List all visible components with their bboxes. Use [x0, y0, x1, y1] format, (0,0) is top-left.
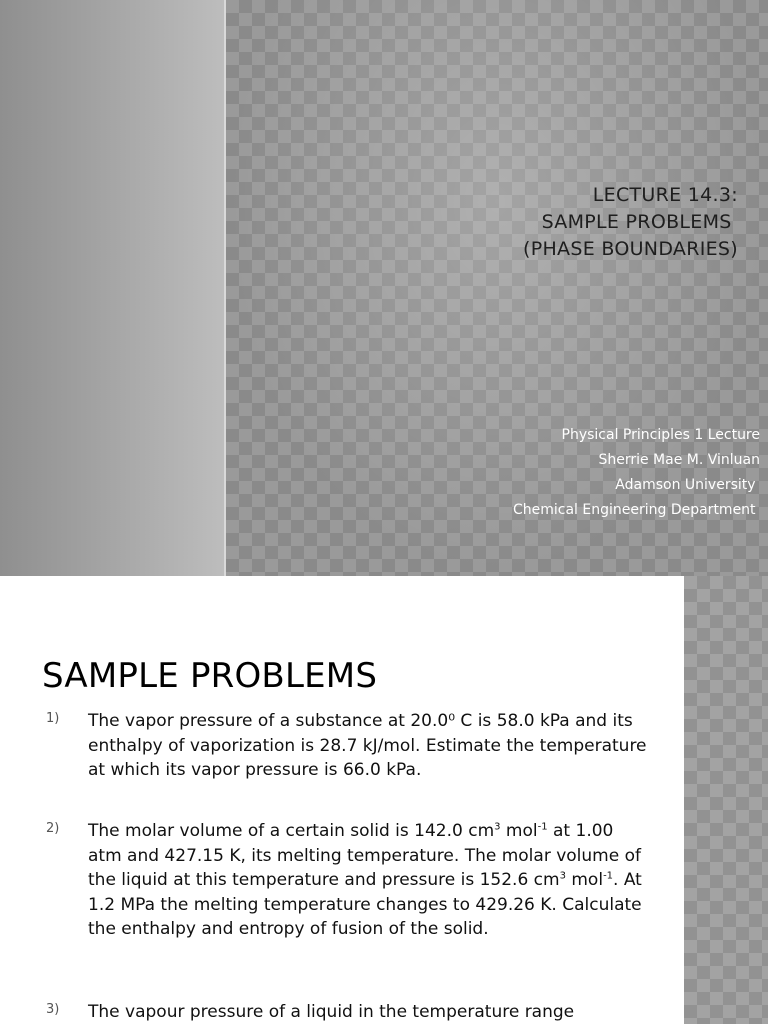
lecture-title	[318, 182, 738, 263]
patterned-panel	[226, 0, 768, 576]
text-run: . At 1.2 MPa the melting temperature changes to 429.26 K. Calculate the enthalpy and entropy of fusion of the solid.	[88, 870, 642, 939]
superscript: 3	[494, 821, 501, 833]
left-gradient-panel	[0, 0, 224, 576]
department-name: Chemical Engineering Department	[512, 502, 760, 518]
problem-text: The vapour pressure of a liquid in the temperature range	[88, 1002, 575, 1022]
text-run: mol	[565, 870, 604, 890]
text-run: The molar volume of a certain solid is 142.0 cm	[88, 821, 495, 841]
patterned-side-band	[684, 576, 768, 1024]
text-run: at 1.00 atm and 427.15 K, its melting temperature. The molar volume of the liquid at this temperature and pressure is 152.6 cm	[88, 821, 641, 890]
sample-problems-slide	[0, 576, 768, 1024]
title-line: (PHASE BOUNDARIES)	[522, 238, 738, 260]
text-run: mol	[500, 821, 538, 841]
superscript: -1	[537, 821, 548, 833]
problem-text	[88, 819, 648, 942]
lecture-subtitle	[340, 423, 760, 523]
problem-number: 3)	[46, 1002, 60, 1017]
title-line: SAMPLE PROBLEMS	[541, 211, 738, 233]
university-name: Adamson University	[615, 477, 760, 493]
superscript: -1	[603, 870, 614, 882]
problem-number: 2)	[46, 821, 60, 836]
superscript: 3	[559, 870, 566, 882]
slide-heading: SAMPLE PROBLEMS	[42, 656, 378, 696]
course-name: Physical Principles 1 Lecture	[561, 427, 760, 443]
problem-number: 1)	[46, 711, 60, 726]
title-line: LECTURE 14.3:	[592, 184, 738, 206]
author-name: Sherrie Mae M. Vinluan	[598, 452, 760, 468]
problem-text: The vapor pressure of a substance at 20.0⁰ C is 58.0 kPa and its enthalpy of vaporization is 28.7 kJ/mol. Estimate the temperature at which its vapor pressure is 66.0 kPa.	[88, 711, 647, 780]
